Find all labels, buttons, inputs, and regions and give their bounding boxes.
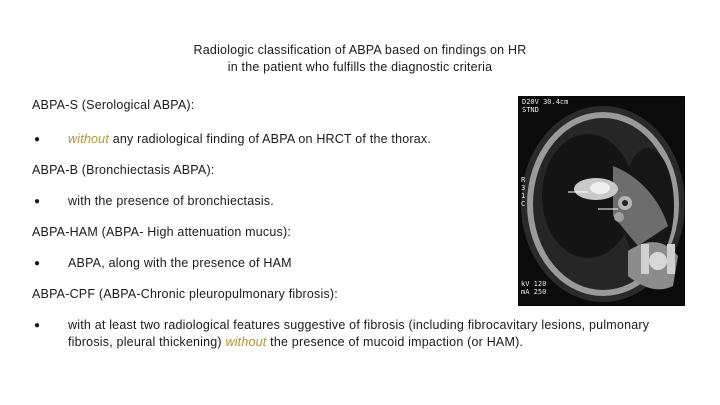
heading-abpa-b: ABPA-B (Bronchiectasis ABPA): [32, 163, 215, 177]
ct-label-kv: kV 120 [521, 280, 547, 288]
emphasis-without: without [225, 335, 267, 349]
emphasis-without: without [68, 132, 110, 146]
bullet-text: ABPA, along with the presence of HAM [68, 256, 292, 270]
heading-abpa-ham: ABPA-HAM (ABPA- High attenuation mucus): [32, 225, 292, 239]
title-line-2: in the patient who fulfills the diagnostic criteria [227, 60, 493, 74]
bullet-text: with the presence of bronchiectasis. [68, 194, 274, 208]
heading-abpa-cpf: ABPA-CPF (ABPA-Chronic pleuropulmonary fibrosis): [32, 287, 338, 301]
ct-scan-image [518, 96, 685, 306]
slide-title [0, 42, 720, 76]
ct-side-letter-1: R [521, 176, 526, 184]
bullet-text-rest: any radiological finding of ABPA on HRCT of the thorax. [109, 132, 432, 146]
ct-side-letter-4: C [521, 200, 526, 208]
bullet-text-pre: with at least two radiological features suggestive of fibrosis (including fibrocavitary lesions, pulmonary fibrosis, pleural thickening) [68, 318, 650, 349]
ct-label-top-left [522, 98, 568, 114]
bullet-text-post: the presence of mucoid impaction (or HAM). [266, 335, 524, 349]
bullet-dot-icon: ● [34, 134, 41, 145]
bullet-text [68, 317, 688, 351]
bullet-text [68, 131, 431, 148]
title-line-1: Radiologic classification of ABPA based on findings on HR [193, 43, 527, 57]
bullet-dot-icon: ● [34, 320, 41, 331]
ct-label-bottom [521, 280, 546, 296]
ct-label-algorithm: STND [522, 106, 539, 114]
bullet-dot-icon: ● [34, 258, 41, 269]
ct-side-letters [521, 176, 525, 208]
ct-side-letter-2: 3 [521, 184, 526, 192]
ct-label-ma: mA 250 [521, 288, 547, 296]
bullet-dot-icon: ● [34, 196, 41, 207]
heading-abpa-s: ABPA-S (Serological ABPA): [32, 98, 195, 112]
ct-label-dfov: D20V 30.4cm [522, 98, 569, 106]
ct-scan-drawing [518, 96, 685, 306]
ct-side-letter-3: 1 [521, 192, 526, 200]
